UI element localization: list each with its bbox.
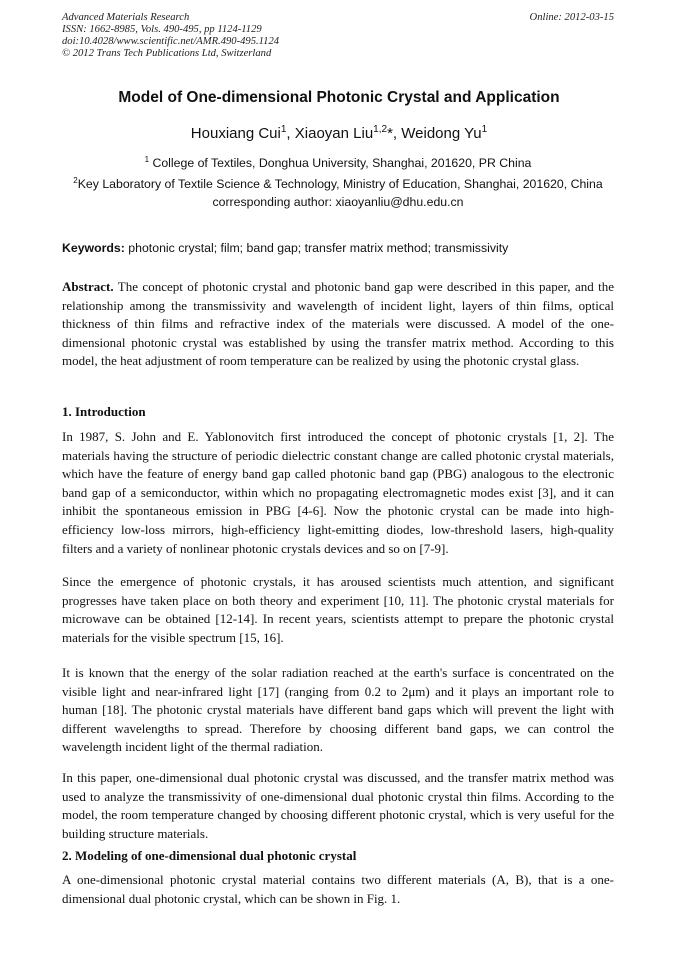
corresponding-author: corresponding author: xiaoyanliu@dhu.edu.cn — [212, 195, 464, 210]
corresponding-mark: * — [387, 125, 393, 142]
paragraph: In 1987, S. John and E. Yablonovitch first introduced the concept of photonic crystals [1, 2]. The materials having the structure of periodic dielectric constant change are called photonic crystal materials, which have the feature of energy band gap called photonic band gap (PBG) analogous to the electronic band gap of a semiconductor, within which no propagating electromagnetic modes exist [3], and it can inhibit the spontaneous emission in PBG [4-6]. Now the photonic crystal can be made into high-efficiency low-loss mirrors, high-efficiency light-emitting diodes, low-threshold lasers, high-quality filters and a variety of nonlinear photonic crystals devices and so on [7-9]. — [62, 429, 614, 556]
author-affil-sup: 1 — [280, 124, 287, 135]
journal-header — [62, 12, 279, 60]
affiliation-1 — [62, 151, 614, 172]
keywords-text: photonic crystal; film; band gap; transfer matrix method; transmissivity — [124, 241, 509, 255]
author-list — [0, 124, 678, 142]
author-separator: , — [392, 125, 402, 142]
author-name: Xiaoyan Liu — [294, 125, 374, 142]
online-date: Online: 2012-03-15 — [529, 12, 614, 23]
keywords-label: Keywords: — [62, 241, 125, 255]
journal-doi: doi:10.4028/www.scientific.net/AMR.490-495.1124 — [62, 36, 280, 47]
affiliations — [62, 151, 614, 211]
section-heading: 1. Introduction — [62, 404, 146, 419]
abstract — [62, 278, 614, 371]
section-heading: 2. Modeling of one-dimensional dual photonic crystal — [62, 848, 357, 863]
author-affil-sup: 1 — [481, 124, 488, 135]
affiliation-2 — [62, 172, 614, 193]
journal-name: Advanced Materials Research — [62, 12, 190, 23]
abstract-label: Abstract. — [62, 279, 114, 294]
author-affil-sup: 1,2 — [373, 124, 388, 135]
author-name: Houxiang Cui — [190, 125, 281, 142]
author-separator: , — [286, 125, 295, 142]
abstract-text: The concept of photonic crystal and photonic band gap were described in this paper, and the relationship among the transmissivity and wavelength of incident light, layers of thin films, optical thickness of thin films and refractive index of the materials were discussed. A model of the one-dimensional photonic crystal was established by using the transfer matrix method. According to this model, the heat adjustment of room temperature can be realized by using the photonic crystal glass. — [62, 279, 614, 369]
affiliation-sup: 2 — [73, 176, 78, 186]
author-name: Weidong Yu — [401, 125, 482, 142]
paper-title: Model of One-dimensional Photonic Crystal and Application — [118, 89, 560, 106]
journal-copyright: © 2012 Trans Tech Publications Ltd, Switzerland — [62, 48, 272, 59]
affiliation-text: College of Textiles, Donghua University, Shanghai, 201620, PR China — [149, 156, 532, 171]
paragraph: Since the emergence of photonic crystals, it has aroused scientists much attention, and significant progresses have taken place on both theory and experiment [10, 11]. The photonic crystal materials for microwave can be obtained [12-14]. In recent years, scientists attempt to prepare the photonic crystal materials for the visible spectrum [15, 16]. — [62, 574, 614, 645]
journal-issn: ISSN: 1662-8985, Vols. 490-495, pp 1124-1129 — [62, 24, 262, 35]
affiliation-text: Key Laboratory of Textile Science & Technology, Ministry of Education, Shanghai, 201620, China — [77, 177, 603, 192]
affiliation-sup: 1 — [144, 155, 150, 164]
paragraph: In this paper, one-dimensional dual photonic crystal was discussed, and the transfer matrix method was used to analyze the transmissivity of one-dimensional dual photonic crystal thin films. According to the model, the room temperature changed by choosing different photonic crystal, which is very useful for the building structure materials. — [62, 770, 614, 841]
keywords — [62, 241, 614, 255]
paragraph: A one-dimensional photonic crystal material contains two different materials (A, B), that is a one-dimensional dual photonic crystal, which can be shown in Fig. 1. — [62, 872, 614, 906]
paragraph: It is known that the energy of the solar radiation reached at the earth's surface is concentrated on the visible light and near-infrared light [17] (ranging from 0.2 to 2μm) and it plays an important role to human [18]. The photonic crystal materials have different band gaps which will prevent the light with different wavelengths to spread. Therefore by choosing different band gaps, we can control the wavelength incident light of the thermal radiation. — [62, 665, 614, 755]
